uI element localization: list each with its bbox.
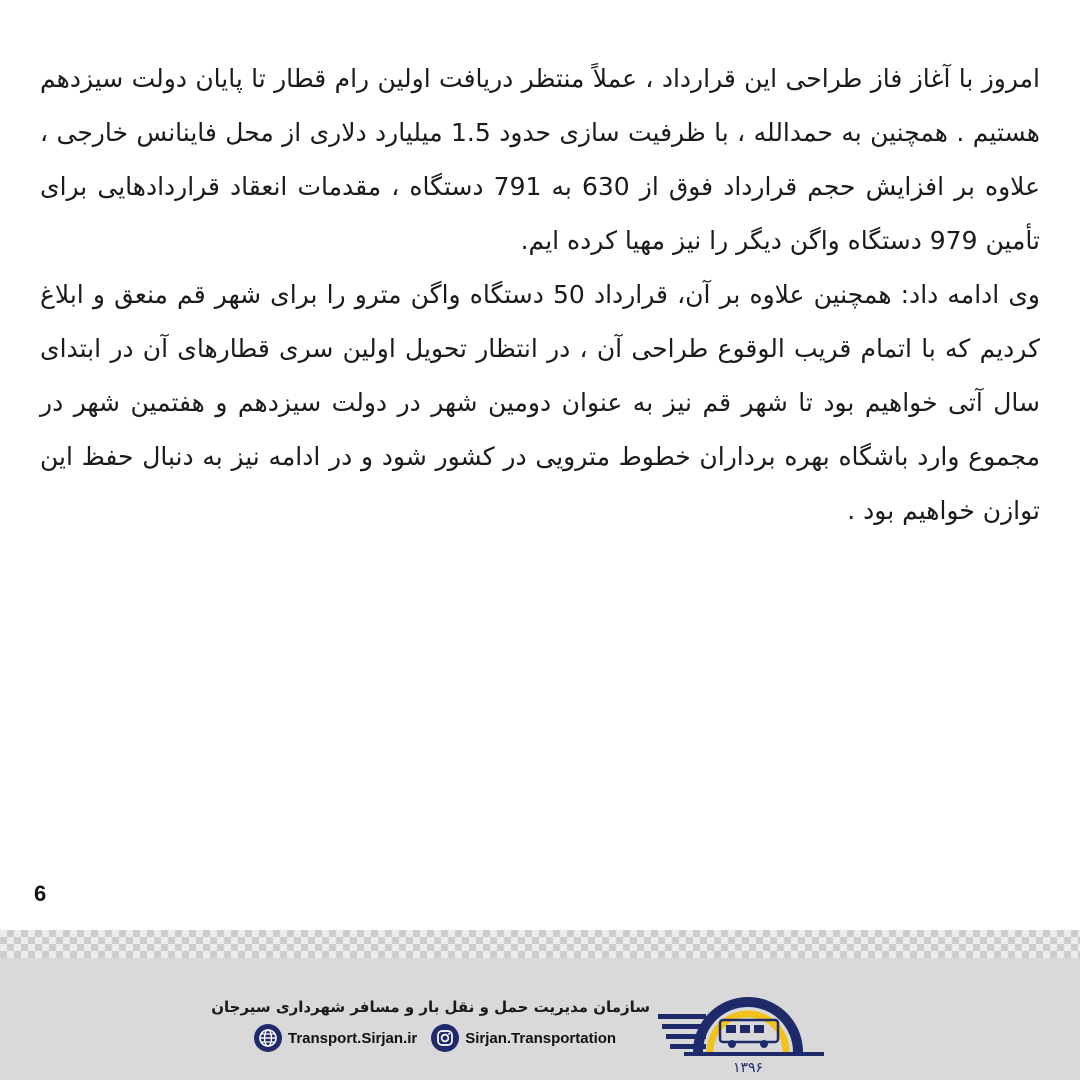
article-paragraph: وی ادامه داد: همچنین علاوه بر آن، قرارداد 50 دستگاه واگن مترو را برای شهر قم منعق و ابلاغ کردیم که با اتمام قریب الوقوع طراحی آن ، در انتظار تحویل اولین سری قطارهای آن در ابتدای سال آتی خواهیم بود تا شهر قم نیز به عنوان دومین شهر در دولت سیزدهم و هفتمین شهر در مجموع وارد باشگاه بهره برداران خطوط مترویی در کشور شود و در ادامه نیز به دنبال حفظ این توازن خواهیم بود . — [40, 280, 1040, 525]
instagram-link[interactable] — [431, 1024, 616, 1052]
checker-divider — [0, 930, 1080, 958]
footer — [0, 958, 1080, 1080]
website-link[interactable] — [254, 1024, 417, 1052]
contact-links — [254, 1024, 630, 1052]
article-paragraph: امروز با آغاز فاز طراحی این قرارداد ، عملاً منتظر دریافت اولین رام قطار تا پایان دولت سیزدهم هستیم . همچنین به حمدالله ، با ظرفیت سازی حدود 1.5 میلیارد دلاری از محل فاینانس خارجی ، علاوه بر افزایش حجم قرارداد فوق از 630 به 791 دستگاه ، مقدمات انعقاد قراردادهایی برای تأمین 979 دستگاه واگن دیگر را نیز مهیا کرده ایم. — [40, 64, 1040, 255]
organization-logo — [658, 974, 838, 1078]
logo-year: ۱۳۹۶ — [732, 1060, 764, 1076]
article-body — [40, 52, 1040, 538]
organization-name: سازمان مدیریت حمل و نقل بار و مسافر شهرداری سیرجان — [211, 998, 650, 1016]
page-number: 6 — [34, 881, 47, 906]
instagram-icon — [431, 1024, 459, 1052]
globe-icon — [254, 1024, 282, 1052]
website-text: Transport.Sirjan.ir — [288, 1029, 418, 1047]
instagram-text: Sirjan.Transportation — [465, 1029, 617, 1047]
